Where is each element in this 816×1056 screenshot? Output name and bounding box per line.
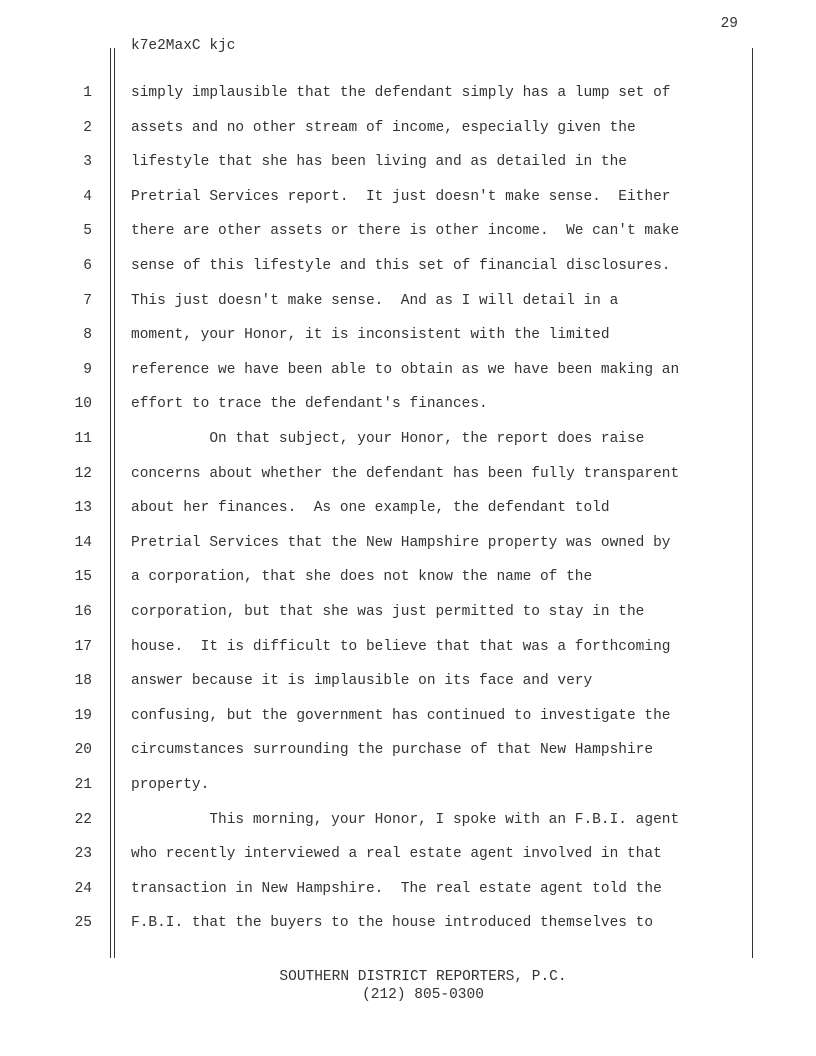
line-number: 10 [74,396,92,412]
line-number: 24 [74,881,92,897]
transcript-line: who recently interviewed a real estate agent involved in that [131,846,662,862]
line-number: 8 [83,327,92,343]
page-number: 29 [720,16,738,32]
line-number: 23 [74,846,92,862]
line-number: 21 [74,777,92,793]
transcript-line: assets and no other stream of income, especially given the [131,120,636,136]
transcript-line: Pretrial Services report. It just doesn't make sense. Either [131,189,671,205]
line-number: 6 [83,258,92,274]
line-number: 14 [74,535,92,551]
transcript-line: concerns about whether the defendant has been fully transparent [131,466,680,482]
transcript-line: house. It is difficult to believe that that was a forthcoming [131,639,671,655]
transcript-line: circumstances surrounding the purchase of that New Hampshire [131,742,654,758]
line-number: 2 [83,120,92,136]
transcript-line: F.B.I. that the buyers to the house introduced themselves to [131,915,654,931]
right-margin-rule [752,48,753,958]
transcript-line: effort to trace the defendant's finances. [131,396,488,412]
line-number: 20 [74,742,92,758]
transcript-line: This just doesn't make sense. And as I will detail in a [131,293,619,309]
transcript-line: transaction in New Hampshire. The real estate agent told the [131,881,662,897]
footer-company: SOUTHERN DISTRICT REPORTERS, P.C. [279,969,567,985]
line-number: 9 [83,362,92,378]
transcript-line: a corporation, that she does not know the name of the [131,569,593,585]
line-number: 5 [83,223,92,239]
line-number: 25 [74,915,92,931]
footer [0,968,816,1004]
left-margin-rule [110,48,111,958]
left-margin-rule-inner [114,48,115,958]
line-number: 1 [83,85,92,101]
line-number: 16 [74,604,92,620]
transcript-line: lifestyle that she has been living and as detailed in the [131,154,627,170]
transcript-line: sense of this lifestyle and this set of financial disclosures. [131,258,671,274]
line-number: 12 [74,466,92,482]
transcript-line: answer because it is implausible on its face and very [131,673,593,689]
line-number: 15 [74,569,92,585]
line-number: 13 [74,500,92,516]
transcript-line: moment, your Honor, it is inconsistent with the limited [131,327,610,343]
transcript-line: On that subject, your Honor, the report does raise [131,431,645,447]
transcript-line: property. [131,777,210,793]
line-number: 4 [83,189,92,205]
line-number: 22 [74,812,92,828]
footer-phone: (212) 805-0300 [362,987,484,1003]
line-number: 17 [74,639,92,655]
transcript-line: there are other assets or there is other income. We can't make [131,223,680,239]
transcript-line: corporation, but that she was just permitted to stay in the [131,604,645,620]
transcript-line: confusing, but the government has continued to investigate the [131,708,671,724]
line-number: 11 [74,431,92,447]
line-number: 19 [74,708,92,724]
transcript-line: Pretrial Services that the New Hampshire property was owned by [131,535,671,551]
line-number: 7 [83,293,92,309]
transcript-line: This morning, your Honor, I spoke with an F.B.I. agent [131,812,680,828]
line-number: 3 [83,154,92,170]
line-number: 18 [74,673,92,689]
header-code: k7e2MaxC kjc [131,38,236,54]
transcript-line: simply implausible that the defendant simply has a lump set of [131,85,671,101]
transcript-line: reference we have been able to obtain as we have been making an [131,362,680,378]
transcript-line: about her finances. As one example, the defendant told [131,500,610,516]
